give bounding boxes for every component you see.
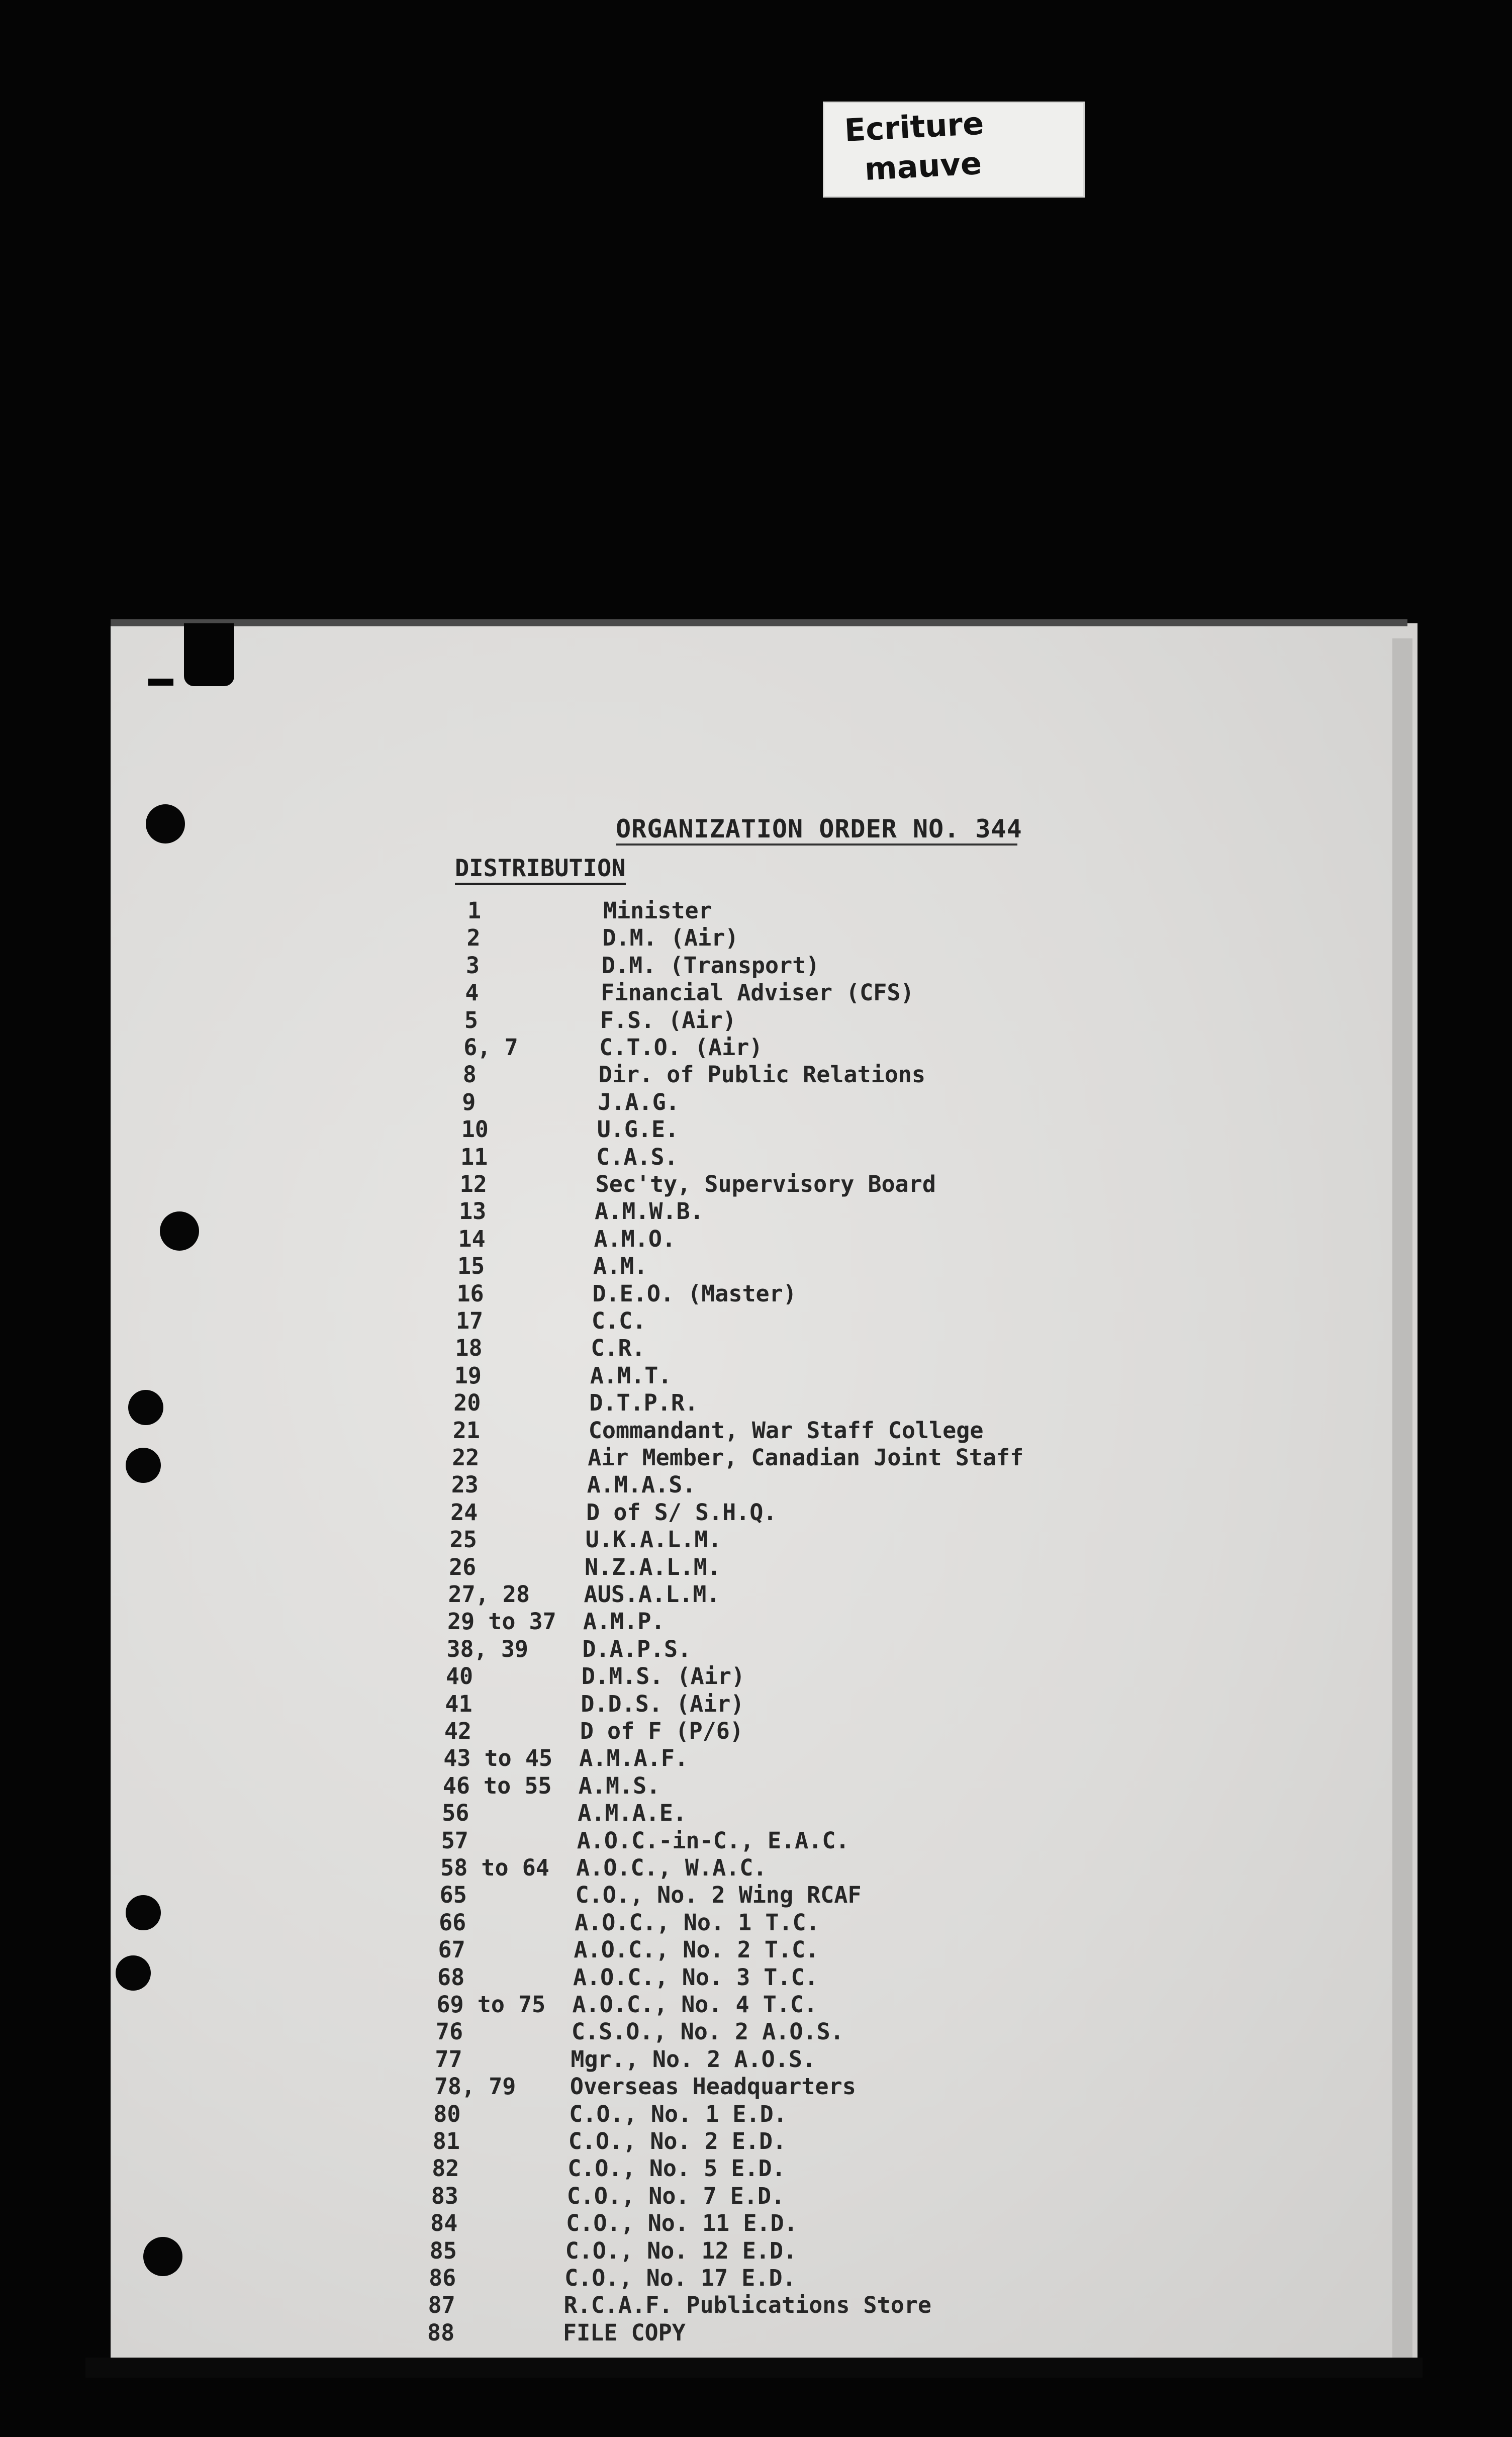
entry-recipient: A.M.: [593, 1253, 648, 1280]
entry-number: 19: [454, 1362, 482, 1389]
entry-recipient: Overseas Headquarters: [570, 2073, 856, 2100]
distribution-entry: [0, 1882, 862, 1909]
entry-recipient: F.S. (Air): [600, 1006, 736, 1034]
entry-number: 83: [431, 2182, 458, 2209]
distribution-entry: [0, 1636, 855, 1663]
distribution-entry: [0, 2265, 855, 2292]
entry-number: 12: [459, 1171, 487, 1197]
entry-number: 69 to 75: [436, 1991, 546, 2018]
entry-number: 66: [439, 1909, 466, 1936]
entry-number: 86: [429, 2265, 456, 2291]
entry-recipient: C.O., No. 17 E.D.: [564, 2265, 796, 2291]
entry-number: 22: [452, 1444, 480, 1471]
entry-number: 56: [442, 1800, 469, 1827]
entry-recipient: C.O., No. 11 E.D.: [566, 2210, 798, 2237]
entry-number: 82: [432, 2155, 459, 2182]
entry-number: 27, 28: [448, 1581, 530, 1608]
entry-number: 17: [455, 1307, 484, 1334]
entry-recipient: Sec'ty, Supervisory Board: [595, 1171, 936, 1197]
distribution-entry: [0, 1034, 855, 1061]
entry-number: 41: [445, 1690, 472, 1717]
distribution-entry: [0, 1991, 855, 2018]
entry-number: 68: [437, 1963, 465, 1991]
entry-recipient: A.O.C., No. 2 T.C.: [574, 1936, 819, 1963]
distribution-entry: [0, 2128, 855, 2155]
entry-recipient: D.T.P.R.: [589, 1389, 699, 1417]
distribution-entry: [0, 1964, 855, 1991]
entry-recipient: C.A.S.: [596, 1143, 678, 1170]
entry-recipient: A.M.A.S.: [587, 1471, 696, 1498]
distribution-entry: [0, 2046, 855, 2073]
distribution-entry: [0, 1089, 855, 1116]
entry-number: 21: [452, 1417, 480, 1444]
binder-tab: [184, 623, 234, 686]
distribution-entry: [0, 2292, 932, 2319]
entry-number: 10: [461, 1116, 489, 1143]
entry-recipient: A.O.C., No. 4 T.C.: [572, 1991, 818, 2018]
entry-recipient: D.A.P.S.: [582, 1635, 692, 1662]
distribution-entry: [0, 1745, 855, 1772]
entry-number: 42: [444, 1718, 472, 1744]
distribution-entry: [0, 979, 914, 1006]
entry-number: 84: [430, 2210, 458, 2237]
entry-recipient: C.O., No. 12 E.D.: [565, 2237, 797, 2264]
distribution-entry: [0, 924, 855, 952]
entry-recipient: N.Z.A.L.M.: [585, 1553, 721, 1580]
entry-recipient: FILE COPY: [563, 2319, 686, 2346]
entry-number: 3: [465, 952, 480, 979]
page-top-edge: [111, 619, 1407, 626]
entry-number: 9: [462, 1088, 476, 1115]
entry-number: 8: [462, 1061, 477, 1088]
distribution-entry: [0, 1307, 855, 1335]
entry-number: 81: [432, 2128, 460, 2154]
distribution-entry: [0, 2155, 855, 2182]
note-line-2: mauve: [864, 144, 983, 188]
entry-number: 18: [455, 1335, 483, 1362]
entry-recipient: Commandant, War Staff College: [588, 1417, 984, 1444]
entry-recipient: A.O.C.-in-C., E.A.C.: [577, 1827, 849, 1854]
entry-recipient: C.T.O. (Air): [599, 1034, 763, 1061]
entry-recipient: C.O., No. 7 E.D.: [566, 2182, 785, 2209]
entry-number: 78, 79: [434, 2073, 516, 2100]
distribution-entry: [0, 2101, 855, 2128]
distribution-entry: [0, 1335, 855, 1362]
entry-recipient: D of F (P/6): [580, 1718, 743, 1744]
distribution-entry: [0, 1171, 936, 1198]
entry-number: 88: [427, 2319, 455, 2346]
distribution-entry: [0, 1389, 855, 1417]
binder-mark: [148, 679, 173, 686]
entry-number: 87: [428, 2292, 455, 2319]
entry-recipient: A.M.S.: [578, 1772, 660, 1799]
page-fold-shadow: [1392, 638, 1412, 2368]
distribution-entry: [0, 1827, 855, 1854]
entry-recipient: C.O., No. 5 E.D.: [568, 2155, 786, 2182]
distribution-entry: [0, 1362, 855, 1389]
entry-recipient: A.M.W.B.: [595, 1198, 704, 1225]
distribution-entry: [0, 1198, 855, 1225]
entry-recipient: C.O., No. 2 E.D.: [568, 2128, 787, 2154]
entry-number: 26: [449, 1553, 477, 1580]
entry-recipient: Financial Adviser (CFS): [601, 979, 914, 1006]
distribution-entry: [0, 1280, 855, 1307]
entry-recipient: D.E.O. (Master): [592, 1280, 797, 1307]
distribution-entry: [0, 1116, 855, 1143]
entry-number: 1: [467, 897, 482, 924]
note-line-1: Ecriture: [843, 105, 985, 149]
entry-recipient: D of S/ S.H.Q.: [586, 1498, 777, 1526]
distribution-entry: [0, 2183, 855, 2210]
entry-number: 67: [438, 1936, 465, 1963]
distribution-entry: [0, 1772, 855, 1800]
distribution-entry: [0, 1554, 855, 1581]
entry-number: 16: [456, 1280, 484, 1307]
entry-recipient: U.K.A.L.M.: [585, 1526, 722, 1553]
entry-recipient: Air Member, Canadian Joint Staff: [588, 1444, 1024, 1471]
distribution-entry: [0, 2210, 855, 2237]
entry-recipient: D.M. (Transport): [601, 952, 820, 979]
entry-recipient: D.D.S. (Air): [581, 1690, 744, 1717]
distribution-entry: [0, 1007, 855, 1034]
entry-number: 4: [465, 979, 479, 1006]
entry-recipient: A.M.A.F.: [579, 1745, 689, 1772]
entry-number: 29 to 37: [447, 1608, 556, 1635]
entry-number: 77: [435, 2045, 462, 2073]
distribution-entry: [0, 2237, 855, 2265]
entry-number: 14: [458, 1225, 486, 1252]
entry-number: 13: [459, 1198, 487, 1225]
distribution-entry: [0, 1718, 855, 1745]
entry-recipient: C.S.O., No. 2 A.O.S.: [571, 2018, 844, 2045]
entry-number: 24: [450, 1498, 478, 1526]
distribution-entry: [0, 1663, 855, 1690]
distribution-entry: [0, 1526, 855, 1553]
entry-number: 20: [453, 1389, 481, 1417]
entry-recipient: C.C.: [591, 1307, 646, 1334]
entry-recipient: A.M.O.: [594, 1225, 676, 1252]
distribution-entry: [0, 1854, 855, 1882]
entry-number: 46 to 55: [442, 1772, 552, 1799]
distribution-entry: [0, 1253, 855, 1280]
distribution-entry: [0, 2073, 855, 2100]
entry-recipient: C.O., No. 1 E.D.: [569, 2100, 787, 2127]
entry-recipient: A.M.A.E.: [578, 1800, 687, 1827]
entry-number: 58 to 64: [440, 1854, 549, 1881]
entry-recipient: C.O., No. 2 Wing RCAF: [575, 1882, 862, 1909]
entry-number: 76: [435, 2018, 463, 2045]
entry-recipient: A.O.C., No. 1 T.C.: [575, 1909, 820, 1936]
distribution-entry: [0, 1936, 855, 1963]
entry-number: 65: [439, 1882, 467, 1909]
distribution-entry: [0, 1499, 855, 1526]
distribution-entry: [0, 1581, 855, 1608]
distribution-entry: [0, 2319, 855, 2347]
distribution-entry: [0, 1444, 1024, 1471]
distribution-heading: DISTRIBUTION: [455, 855, 626, 882]
entry-number: 43 to 45: [443, 1745, 553, 1772]
entry-recipient: R.C.A.F. Publications Store: [563, 2292, 932, 2319]
entry-number: 15: [457, 1253, 485, 1280]
distribution-entry: [0, 1800, 855, 1827]
distribution-entry: [0, 1608, 855, 1635]
entry-recipient: A.O.C., W.A.C.: [576, 1854, 767, 1881]
entry-recipient: J.A.G.: [598, 1088, 680, 1115]
distribution-entry: [0, 952, 855, 979]
entry-number: 2: [466, 924, 481, 952]
entry-recipient: A.M.P.: [583, 1608, 665, 1635]
distribution-entry: [0, 1691, 855, 1718]
entry-number: 11: [460, 1143, 488, 1170]
entry-number: 80: [433, 2100, 461, 2127]
entry-recipient: C.R.: [591, 1335, 645, 1362]
entry-number: 5: [464, 1006, 478, 1034]
entry-recipient: Dir. of Public Relations: [598, 1061, 925, 1088]
entry-number: 23: [451, 1471, 479, 1498]
entry-recipient: A.O.C., No. 3 T.C.: [573, 1963, 818, 1991]
entry-number: 25: [449, 1526, 477, 1553]
document-title: ORGANIZATION ORDER NO. 344: [616, 814, 1022, 843]
distribution-entry: [0, 2018, 855, 2045]
entry-recipient: A.M.T.: [590, 1362, 672, 1389]
entry-number: 57: [441, 1827, 468, 1854]
distribution-entry: [0, 1909, 855, 1936]
page-bottom-edge: [85, 2358, 1423, 2378]
entry-number: 6, 7: [463, 1034, 518, 1061]
entry-recipient: U.G.E.: [597, 1116, 679, 1143]
distribution-entry: [0, 1226, 855, 1253]
entry-recipient: D.M. (Air): [602, 924, 739, 952]
entry-number: 85: [429, 2237, 457, 2264]
entry-number: 38, 39: [446, 1635, 529, 1662]
distribution-entry: [0, 897, 855, 924]
entry-number: 40: [445, 1663, 474, 1690]
handwritten-note: [824, 103, 1083, 196]
entry-recipient: D.M.S. (Air): [581, 1663, 745, 1690]
punch-hole: [146, 804, 185, 843]
distribution-entry: [0, 1471, 855, 1498]
distribution-entry: [0, 1417, 984, 1444]
distribution-entry: [0, 1144, 855, 1171]
distribution-entry: [0, 1061, 925, 1088]
entry-recipient: AUS.A.L.M.: [584, 1581, 720, 1608]
entry-recipient: Mgr., No. 2 A.O.S.: [571, 2045, 816, 2073]
entry-recipient: Minister: [603, 897, 712, 924]
